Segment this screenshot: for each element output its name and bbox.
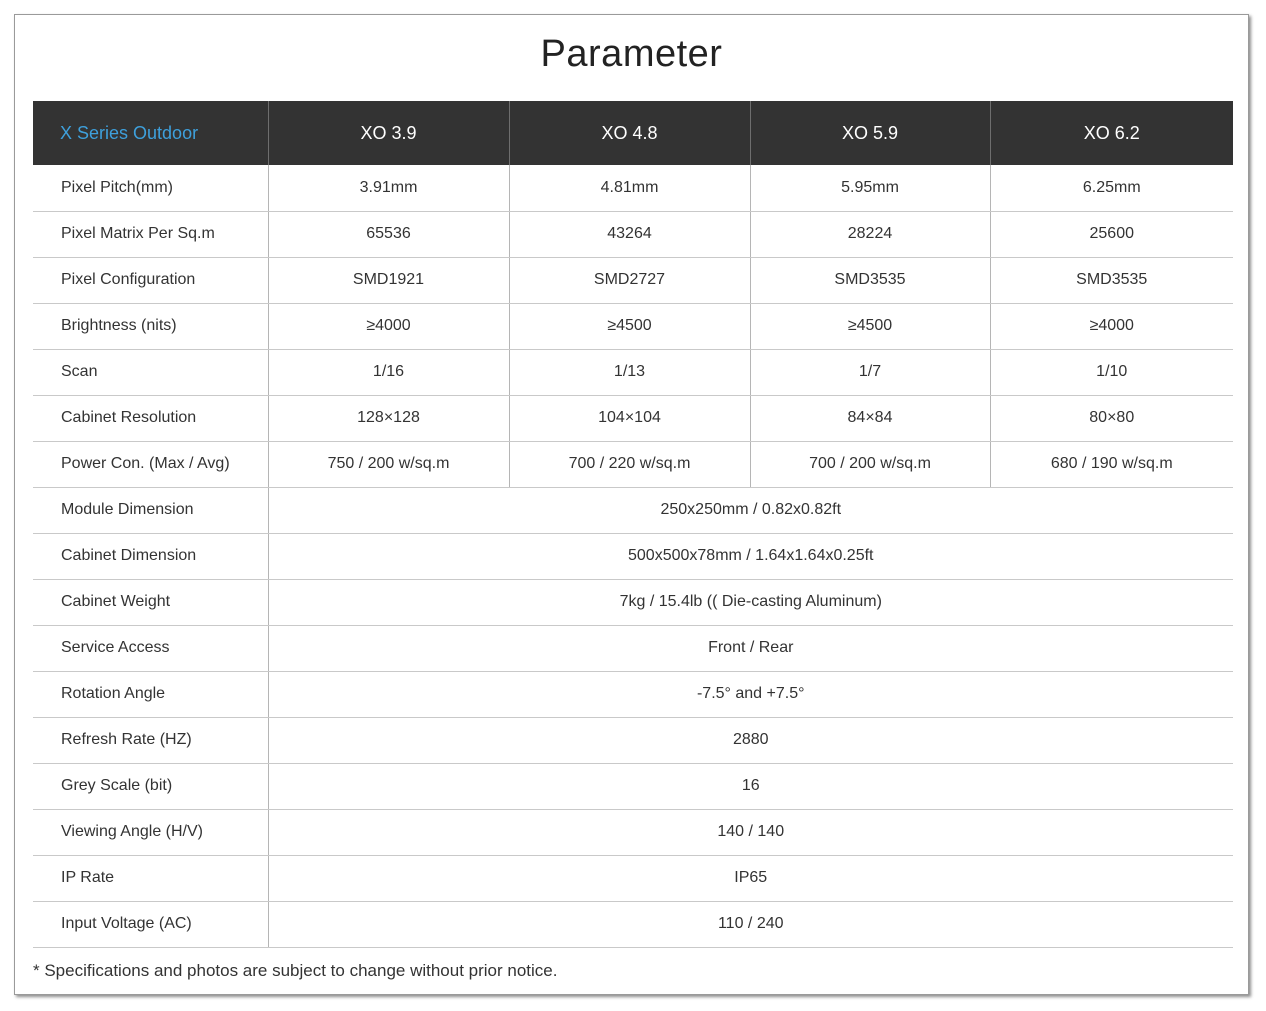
table-cell: 65536 [268,211,509,257]
table-cell: 1/13 [509,349,750,395]
row-label: Power Con. (Max / Avg) [33,441,268,487]
model-header-xo59: XO 5.9 [750,101,990,165]
series-header: X Series Outdoor [60,122,199,143]
table-row [33,717,1233,763]
table-row [33,809,1233,855]
table-row [33,165,1233,211]
row-label: Cabinet Dimension [33,533,268,579]
table-cell: 700 / 220 w/sq.m [509,441,750,487]
table-cell: 104×104 [509,395,750,441]
table-row [33,625,1233,671]
table-header-row [33,101,1233,165]
table-row [33,441,1233,487]
table-cell: 2880 [268,717,1233,763]
table-cell: 16 [268,763,1233,809]
row-label: Cabinet Weight [33,579,268,625]
row-label: Pixel Pitch(mm) [33,165,268,211]
table-cell: 680 / 190 w/sq.m [990,441,1233,487]
row-label: Pixel Configuration [33,257,268,303]
row-label: Rotation Angle [33,671,268,717]
row-label: Service Access [33,625,268,671]
table-row [33,533,1233,579]
table-row [33,579,1233,625]
table-cell: 4.81mm [509,165,750,211]
table-row [33,855,1233,901]
table-cell: 25600 [990,211,1233,257]
table-cell: SMD2727 [509,257,750,303]
model-header-xo39: XO 3.9 [268,101,509,165]
table-row [33,349,1233,395]
table-row [33,395,1233,441]
row-label: Grey Scale (bit) [33,763,268,809]
table-row [33,303,1233,349]
page-title: Parameter [540,33,723,75]
row-label: Input Voltage (AC) [33,901,268,947]
row-label: Pixel Matrix Per Sq.m [33,211,268,257]
row-label: Cabinet Resolution [33,395,268,441]
row-label: IP Rate [33,855,268,901]
table-cell: 3.91mm [268,165,509,211]
table-cell: 750 / 200 w/sq.m [268,441,509,487]
table-cell: Front / Rear [268,625,1233,671]
table-row [33,257,1233,303]
table-cell: ≥4000 [990,303,1233,349]
table-cell: 1/7 [750,349,990,395]
table-row [33,901,1233,947]
model-header-xo48: XO 4.8 [509,101,750,165]
table-cell: 6.25mm [990,165,1233,211]
table-cell: ≥4500 [509,303,750,349]
row-label: Scan [33,349,268,395]
table-cell: 1/16 [268,349,509,395]
row-label: Refresh Rate (HZ) [33,717,268,763]
parameter-panel [14,14,1249,995]
table-cell: 84×84 [750,395,990,441]
table-row [33,487,1233,533]
table-cell: 5.95mm [750,165,990,211]
spec-table [33,101,1233,948]
table-cell: SMD1921 [268,257,509,303]
table-cell: 43264 [509,211,750,257]
disclaimer-note: * Specifications and photos are subject to change without prior notice. [33,961,558,980]
row-label: Viewing Angle (H/V) [33,809,268,855]
table-row [33,211,1233,257]
table-cell: 1/10 [990,349,1233,395]
table-row [33,763,1233,809]
table-cell: 500x500x78mm / 1.64x1.64x0.25ft [268,533,1233,579]
table-cell: 28224 [750,211,990,257]
table-cell: 110 / 240 [268,901,1233,947]
table-cell: SMD3535 [990,257,1233,303]
table-cell: 250x250mm / 0.82x0.82ft [268,487,1233,533]
row-label: Module Dimension [33,487,268,533]
table-cell: ≥4000 [268,303,509,349]
table-cell: 7kg / 15.4lb (( Die-casting Aluminum) [268,579,1233,625]
table-cell: 140 / 140 [268,809,1233,855]
table-cell: SMD3535 [750,257,990,303]
table-cell: IP65 [268,855,1233,901]
table-row [33,671,1233,717]
model-header-xo62: XO 6.2 [990,101,1233,165]
table-cell: 128×128 [268,395,509,441]
row-label: Brightness (nits) [33,303,268,349]
table-cell: 80×80 [990,395,1233,441]
table-cell: ≥4500 [750,303,990,349]
table-cell: -7.5° and +7.5° [268,671,1233,717]
table-cell: 700 / 200 w/sq.m [750,441,990,487]
